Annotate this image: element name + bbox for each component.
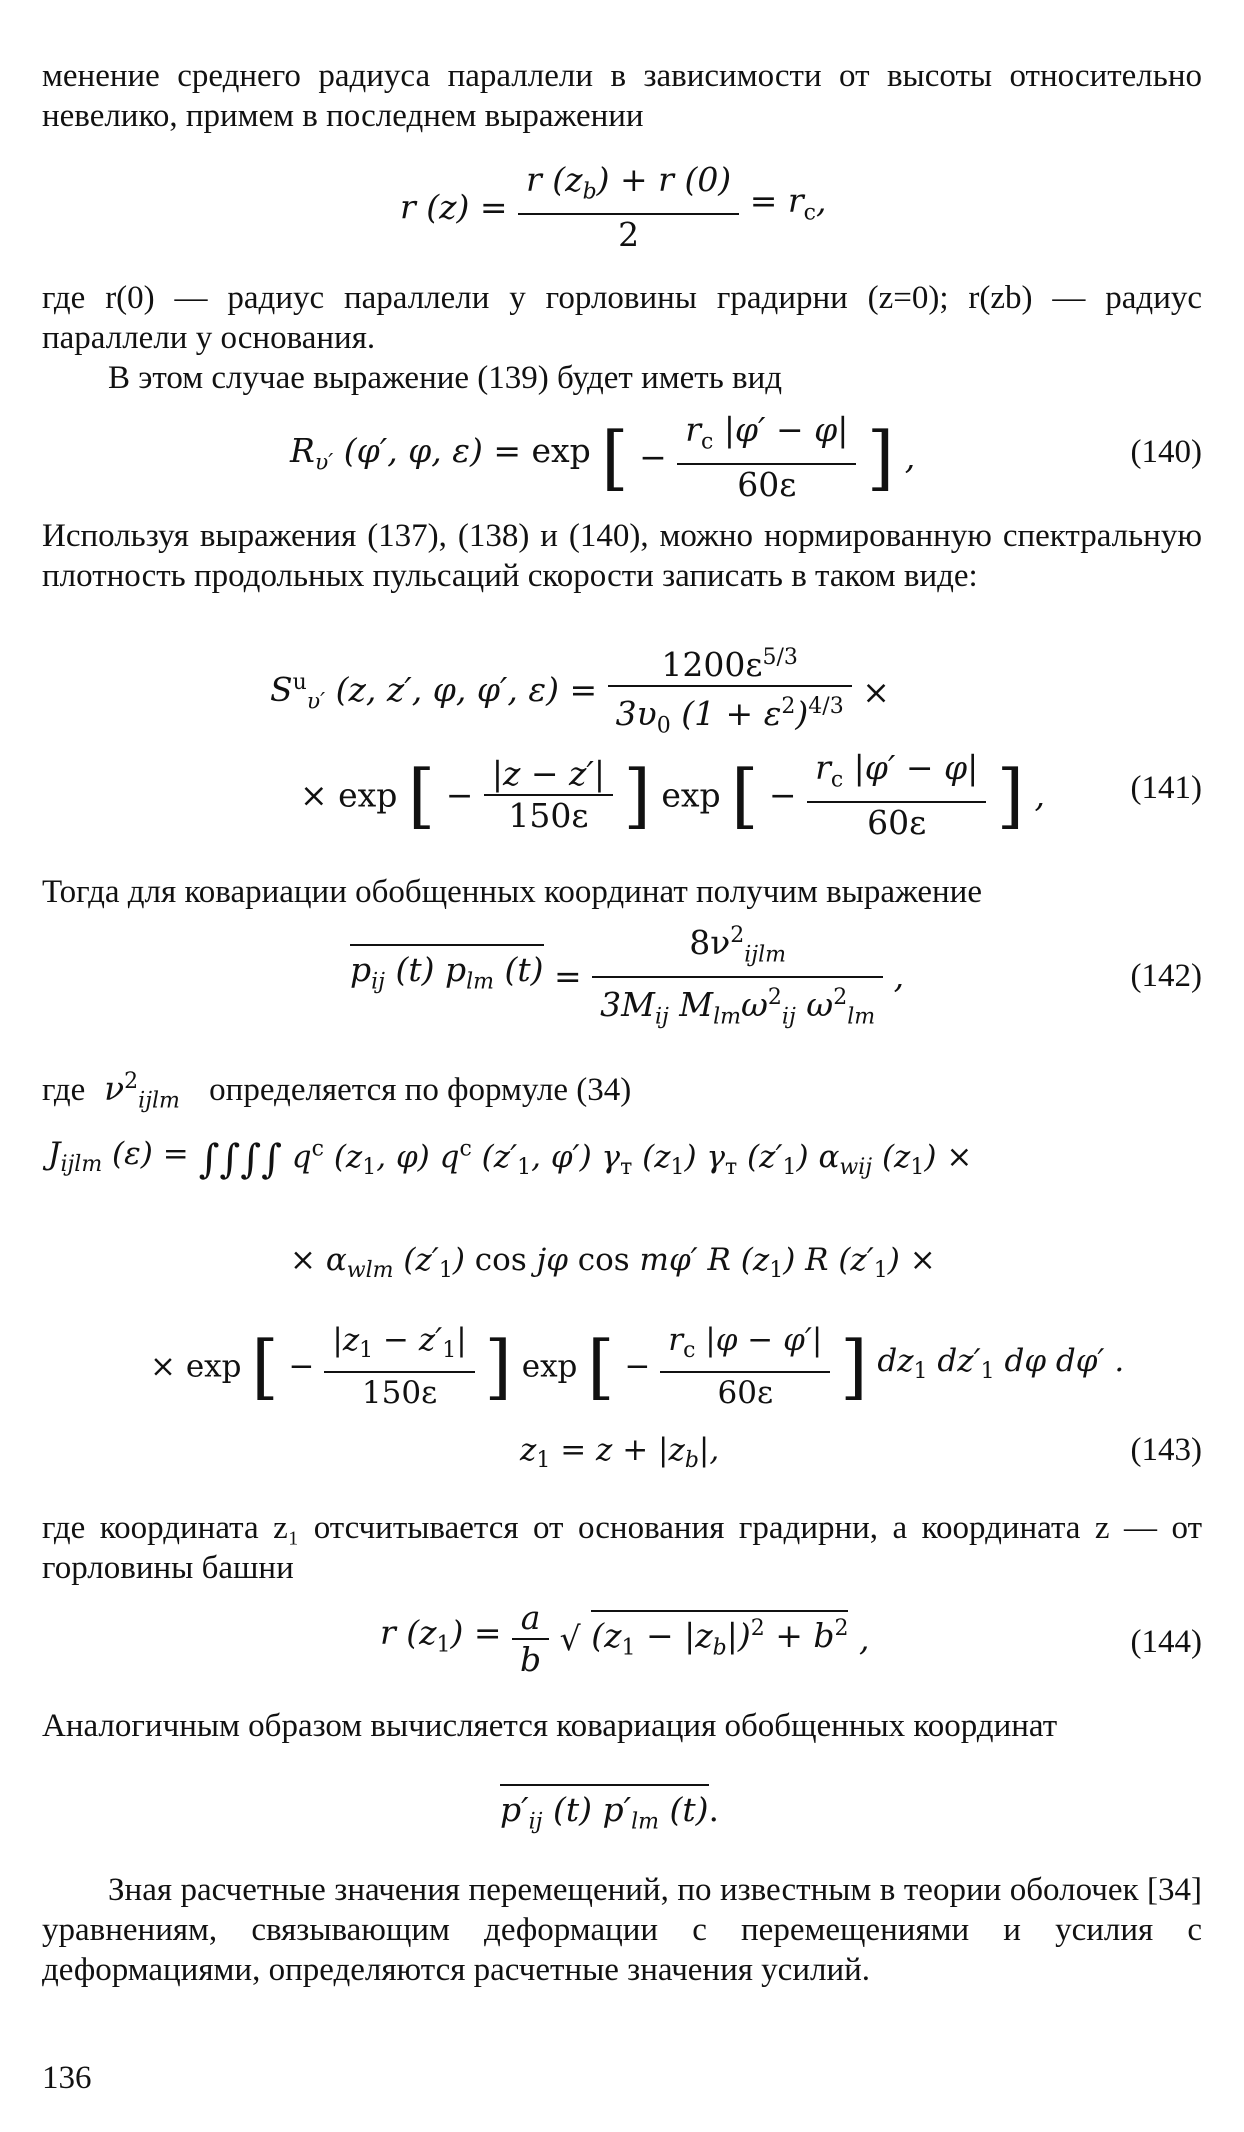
paragraph-5 [42,872,1202,912]
paragraph-text: Зная расчетные значения перемещений, по известным в теории оболочек [34] уравнениям, связывающим деформации с перемещениями и усилия с деформациями, определяются расчетные значения усилий. [42,1872,1202,1988]
paragraph-text: В этом случае выражение (139) будет иметь вид [108,360,783,396]
paragraph-text: где r(0) — радиус параллели у горловины градирни (z=0); r(zb) — радиус параллели у основания. [42,280,1202,356]
paragraph-2 [42,278,1202,358]
book-page: менение среднего радиуса параллели в зависимости от высоты относительно невелико, примем в последнем выражении r (z) = $\frac{r (z_b) + r (0)}{2}$ = $r_c$, где r(0) — радиус параллели у горловины градирни (z=0); r(zb) — радиус параллели у основания. В этом случае выражение (139) будет иметь вид $R_{\upsilon'}$ (φ′, φ, ε) = exp [ − $\frac{r_c |\varphi' - \varphi|}{60\varepsilon}$ ] , (140) Используя выражения (137), (138) и (140), можно нормированную спектральную плотность продольных пульсаций скорости записать в таком виде: $S^u_{\upsilon'}$ (z, z′, φ, φ′, ε) = $\frac{1200\varepsilon^{5/3}}{3\upsilon_0 (1 + \varepsilon^2)^{4/3}}$ × × exp [ − $\frac{|z - z'|}{150\varepsilon}$ ] exp [ − $\frac{r_c |\varphi' - \varphi|}{60\varepsilon}$ ] , (141) Тогда для ковариации обобщенных координат получим выражение $p_{ij}$ (t) $p_{lm}$ (t) = $\frac{8\nu^2_{ijlm}}{3M_{ij} M_{lm}\omega^2_{ij} \omega^2_{lm}}$ , (142) где $\nu^2_{ijlm}$ определяется по формуле (34) $J_{ijlm}$ (ε) = ∫∫∫∫ $q^c$ ($z_1$, φ) $q^c$ ($z'_1$, φ′) $\gamma_т$ $(z_1)$ $\gamma_т$ $(z'_1)$ $\alpha_{wij}$ $(z_1)$ × × $\alpha_{wlm}$ $(z'_1)$ cos jφ cos mφ′ R $(z_1)$ R $(z'_1)$ × × exp [ − $\frac{|z_1 - z'_1|}{150\varepsilon}$ ] exp [ − $\frac{r_c |\varphi - \varphi'|}{60\varepsilon}$ ] $dz_1$ $dz'_1$ dφ dφ′ . $z_1 = z + |z_b|$, (143) где координата z₁ отсчитывается от основания градирни, а координата z — от горловины башни r $(z_1)$ = $\frac{a}{b}$ √ $(z_1 - |z_b|)^2 + b^2$ , (144) Аналогичным образом вычисляется ковариация обобщенных координат $p'_{ij}$ (t) $p'_{lm}$ (t). Зная расчетные значения перемещений, по известным в теории оболочек [34] уравнениям, связывающим деформации с перемещениями и усилия с деформациями, определяются расчетные значения усилий. 136 [0,0,1244,2132]
equation-number: (142) [1130,958,1202,994]
paragraph-text: где [42,1072,86,1108]
paragraph-text: где координата z₁ отсчитывается от основания градирни, а координата z — от горловины башни [42,1510,1202,1586]
paragraph-8 [42,1706,1202,1746]
paragraph-7 [42,1508,1202,1588]
equation-number: (143) [1130,1432,1202,1468]
paragraph-9 [42,1870,1202,1990]
paragraph-text: Аналогичным образом вычисляется ковариация обобщенных координат [42,1708,1058,1744]
paragraph-text: определяется по формуле (34) [209,1072,632,1108]
paragraph-3 [42,358,1202,398]
paragraph-text: Тогда для ковариации обобщенных координат получим выражение [42,874,982,910]
paragraph-6: где $\nu^2_{ijlm}$ определяется по формуле (34) [42,1069,632,1114]
equation-number: (141) [1130,770,1202,806]
paragraph-1 [42,56,1202,136]
paragraph-text: Используя выражения (137), (138) и (140), можно нормированную спектральную плотность продольных пульсаций скорости записать в таком виде: [42,518,1202,594]
equation-number: (140) [1130,434,1202,470]
equation-number: (144) [1130,1624,1202,1660]
paragraph-4 [42,516,1202,596]
paragraph-text: менение среднего радиуса параллели в зависимости от высоты относительно невелико, примем в последнем выражении [42,58,1202,134]
page-number: 136 [42,2060,92,2096]
